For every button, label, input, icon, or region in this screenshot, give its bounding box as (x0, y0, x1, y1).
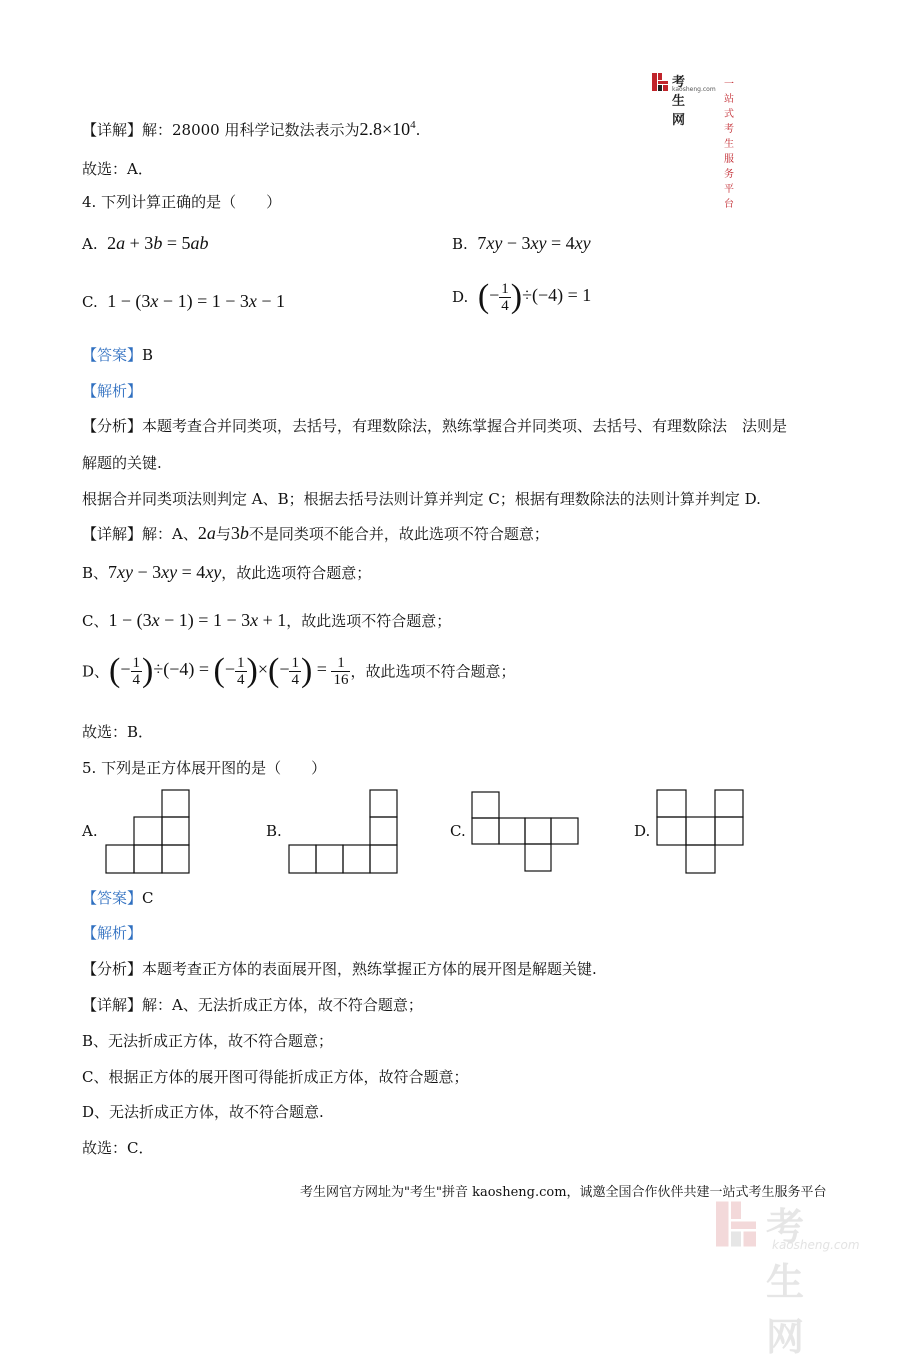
q4-option-c: C. 1 − (3x − 1) = 1 − 3x − 1 (82, 291, 286, 311)
watermark-text: 考生网 (766, 1205, 806, 1359)
q4-choice: 故选：B． (82, 723, 154, 741)
q4-detail-d: D、(− $\frac{1}{4}$ )÷(−4) = (− $\frac{1}{4}$ )×(− $\frac{1}{4}$ ) = $\frac{1}{16}$ ，故此选项不符合题意； (82, 652, 516, 689)
q5-stem: 5. 下列是正方体展开图的是（ ） (82, 759, 327, 777)
prev-detail: 【详解】解：28000 用科学记数法表示为$2.8\times 10^4$. (82, 119, 421, 139)
q5-net-a (106, 790, 190, 874)
footer-text: 考生网官方网址为"考生"拼音 kaosheng.com，诚邀全国合作伙伴共建一站式考生服务平台 (300, 1185, 827, 1200)
q5-detail-c: C、根据正方体的展开图可得能折成正方体，故符合题意； (82, 1068, 469, 1086)
q5-net-d (657, 790, 745, 874)
q4-fenxi-1: 【分析】本题考查合并同类项，去括号，有理数除法，熟练掌握合并同类项、去括号、有理数除法 法则是 (82, 417, 788, 435)
q4-option-d: D. (− $\frac{1}{4}$ )÷(−4) = 1 (452, 278, 592, 315)
q5-detail-a: 【详解】解：A、无法折成正方体，故不符合题意； (82, 996, 423, 1014)
q4-detail-b: B、7xy − 3xy = 4xy，故此选项符合题意； (82, 562, 372, 582)
q4-stem: 4. 下列计算正确的是（ ） (82, 193, 282, 211)
watermark-domain: kaosheng.com (772, 1238, 860, 1252)
q5-label-b: B. (266, 822, 282, 840)
kaosheng-logo-icon (652, 73, 668, 91)
q4-option-a: A. 2a + 3b = 5ab (82, 233, 209, 253)
prev-choice: 故选：A． (82, 160, 153, 178)
q4-option-b: B. 7xy − 3xy = 4xy (452, 233, 591, 253)
watermark-logo-icon (716, 1200, 756, 1248)
logo-name: 考生网 (672, 75, 686, 128)
q5-detail-b: B、无法折成正方体，故不符合题意； (82, 1032, 334, 1050)
q5-answer: 【答案】C (82, 889, 154, 907)
q4-detail-c: C、1 − (3x − 1) = 1 − 3x + 1，故此选项不符合题意； (82, 610, 452, 630)
q5-fenxi: 【分析】本题考查正方体的表面展开图，熟练掌握正方体的展开图是解题关键. (82, 960, 597, 978)
sci-notation: $2.8\times 10^4$ (359, 119, 416, 139)
q5-choice: 故选：C． (82, 1139, 154, 1157)
header-slogan: 一站式考生服务平台 (724, 79, 734, 210)
q5-net-b (289, 790, 399, 874)
q4-detail-a: 【详解】解：A、2a与3b不是同类项不能合并，故此选项不符合题意； (82, 523, 549, 543)
q4-answer: 【答案】B (82, 346, 154, 364)
q5-label-d: D. (634, 822, 651, 840)
q5-label-a: A. (82, 822, 98, 840)
q4-basis: 根据合并同类项法则判定 A、B；根据去括号法则计算并判定 C；根据有理数除法的法则计算并判定 D. (82, 490, 761, 508)
q5-analysis-tag: 【解析】 (82, 924, 143, 942)
logo-domain: kaosheng.com (672, 86, 716, 93)
q4-analysis-tag: 【解析】 (82, 382, 143, 400)
q5-label-c: C. (450, 822, 466, 840)
q5-detail-d: D、无法折成正方体，故不符合题意. (82, 1103, 324, 1121)
q5-net-c (472, 792, 580, 872)
q4-fenxi-2: 解题的关键. (82, 454, 162, 472)
